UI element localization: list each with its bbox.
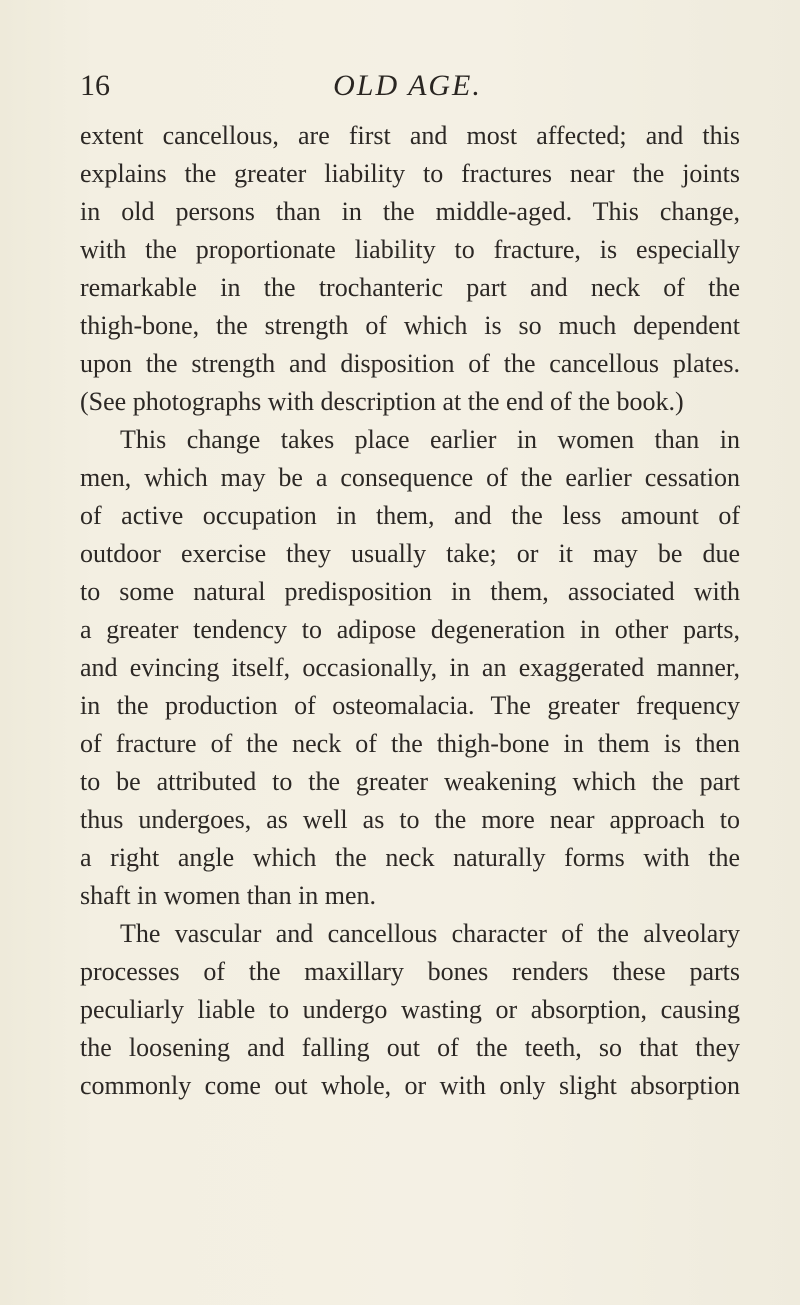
text-line: upon the strength and disposition of the cancellous plates. xyxy=(80,349,740,378)
text-line: This change takes place earlier in women than in xyxy=(120,425,740,454)
text-line: processes of the maxillary bones renders these parts xyxy=(80,957,740,986)
text-line: thus undergoes, as well as to the more near approach to xyxy=(80,805,740,834)
text-line: and evincing itself, occasionally, in an exaggerated manner, xyxy=(80,653,740,682)
text-line: men, which may be a consequence of the earlier cessation xyxy=(80,463,740,492)
text-line: extent cancellous, are first and most affected; and this xyxy=(80,121,740,150)
text-line: in old persons than in the middle-aged. This change, xyxy=(80,197,740,226)
text-line: with the proportionate liability to fracture, is especially xyxy=(80,235,740,264)
text-line: shaft in women than in men. xyxy=(80,881,377,910)
text-line: to be attributed to the greater weakening which the part xyxy=(80,767,740,796)
text-line: peculiarly liable to undergo wasting or absorption, causing xyxy=(80,995,740,1024)
text-line: a right angle which the neck naturally forms with the xyxy=(80,843,740,872)
page-number: 16 xyxy=(80,69,110,102)
text-line: to some natural predisposition in them, associated with xyxy=(80,577,740,606)
text-line: remarkable in the trochanteric part and neck of the xyxy=(80,273,740,302)
body-text xyxy=(80,117,740,1105)
text-line: outdoor exercise they usually take; or it may be due xyxy=(80,539,740,568)
text-line: commonly come out whole, or with only slight absorption xyxy=(80,1071,740,1100)
text-line: of fracture of the neck of the thigh-bone in them is then xyxy=(80,729,740,758)
text-line: a greater tendency to adipose degeneration in other parts, xyxy=(80,615,740,644)
text-line: The vascular and cancellous character of the alveolary xyxy=(120,919,740,948)
running-head: OLD AGE. xyxy=(333,69,482,102)
text-line: the loosening and falling out of the teeth, so that they xyxy=(80,1033,740,1062)
page-header xyxy=(80,66,735,106)
text-line: of active occupation in them, and the less amount of xyxy=(80,501,740,530)
text-line: (See photographs with description at the end of the book.) xyxy=(80,387,684,416)
text-line: thigh-bone, the strength of which is so much dependent xyxy=(80,311,740,340)
text-line: explains the greater liability to fractures near the joints xyxy=(80,159,740,188)
text-line: in the production of osteomalacia. The greater frequency xyxy=(80,691,740,720)
